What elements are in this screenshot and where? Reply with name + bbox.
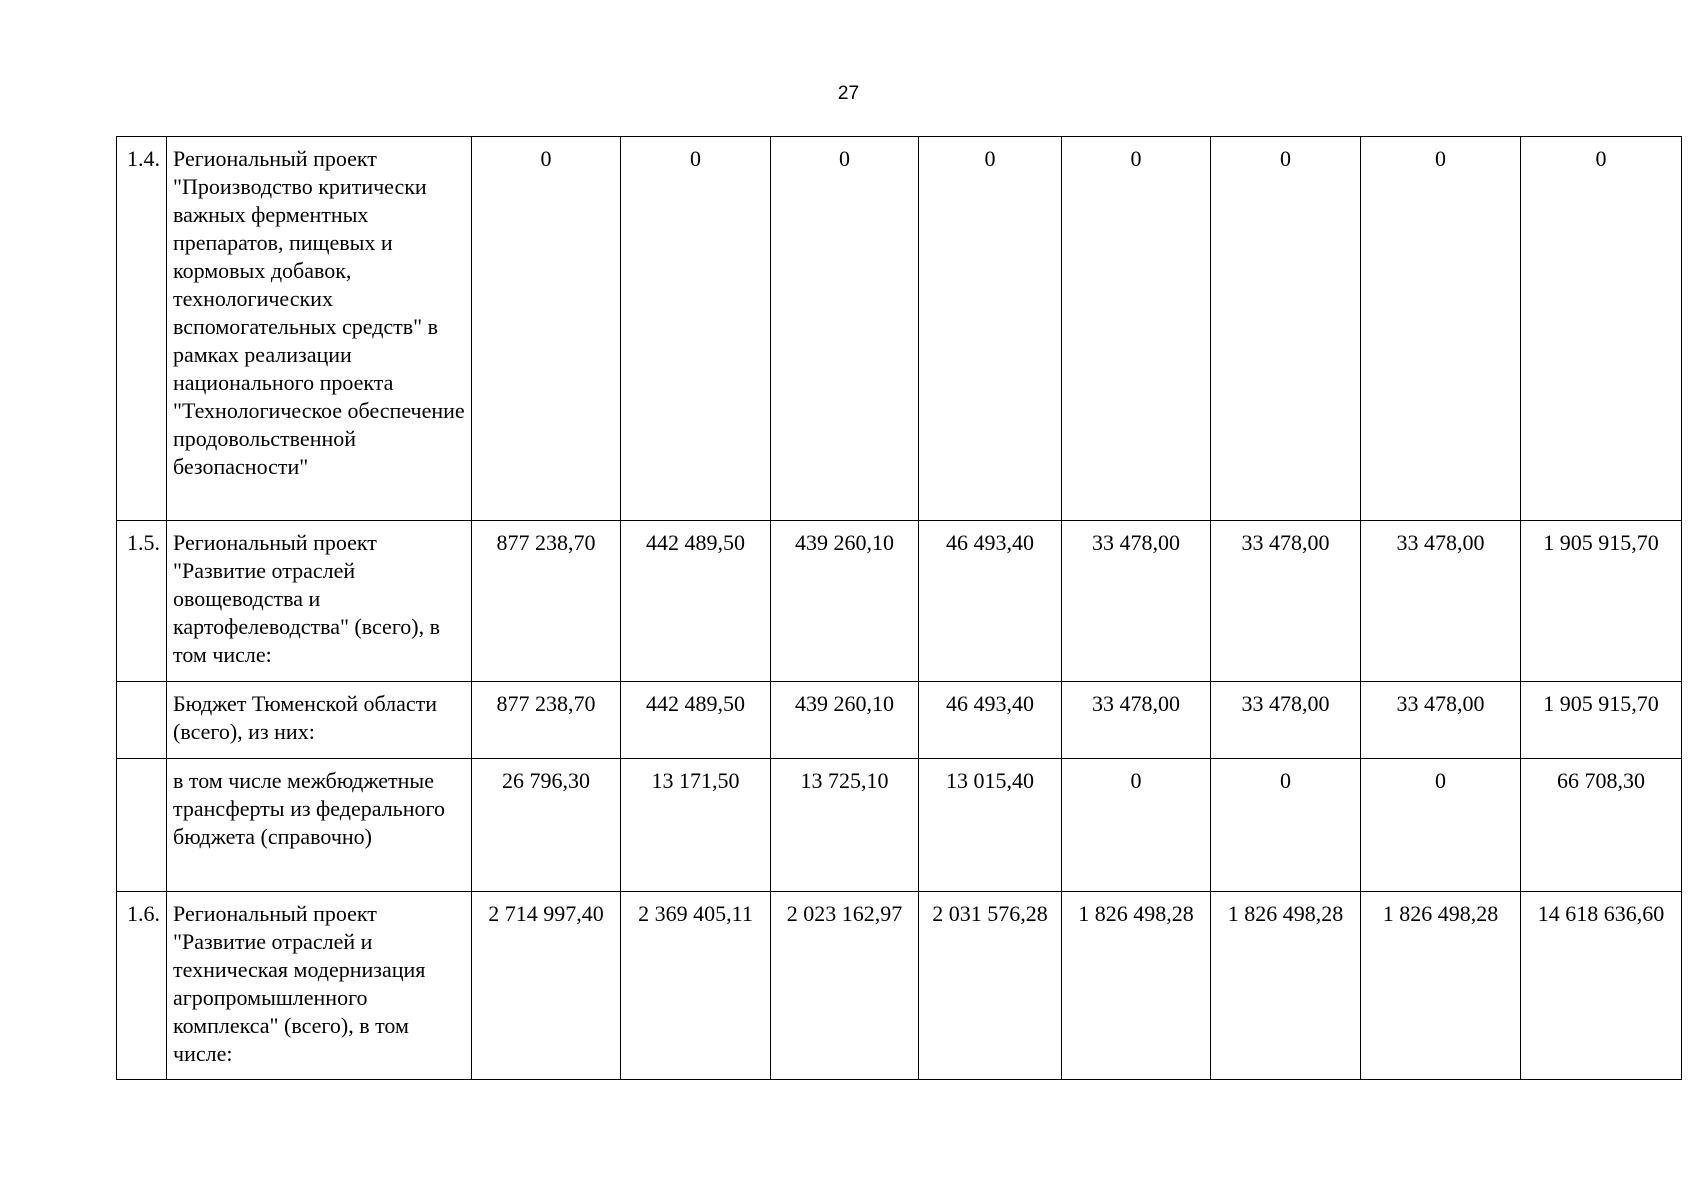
budget-table — [116, 136, 1682, 1080]
table-row — [117, 759, 1682, 892]
value-cell: 2 714 997,40 — [472, 892, 621, 1080]
value-cell: 13 015,40 — [919, 759, 1062, 892]
row-name: Региональный проект "Развитие отраслей овощеводства и картофелеводства" (всего), в том числе: — [167, 521, 472, 682]
value-cell: 13 725,10 — [771, 759, 919, 892]
row-number — [117, 759, 167, 892]
value-cell: 442 489,50 — [621, 521, 771, 682]
value-cell: 439 260,10 — [771, 682, 919, 759]
table-row — [117, 682, 1682, 759]
table-row — [117, 521, 1682, 682]
value-cell: 33 478,00 — [1062, 682, 1211, 759]
value-cell: 1 826 498,28 — [1361, 892, 1521, 1080]
value-cell: 0 — [919, 137, 1062, 521]
value-cell: 877 238,70 — [472, 682, 621, 759]
value-cell: 14 618 636,60 — [1521, 892, 1682, 1080]
value-cell: 46 493,40 — [919, 521, 1062, 682]
value-cell: 33 478,00 — [1211, 682, 1361, 759]
row-name: Региональный проект "Производство критически важных ферментных препаратов, пищевых и кормовых добавок, технологических вспомогательных средств" в рамках реализации национального проекта "Технологическое обеспечение продовольственной безопасности" — [167, 137, 472, 521]
value-cell: 33 478,00 — [1062, 521, 1211, 682]
value-cell: 46 493,40 — [919, 682, 1062, 759]
row-name: Региональный проект "Развитие отраслей и техническая модернизация агропромышленного комплекса" (всего), в том числе: — [167, 892, 472, 1080]
row-number — [117, 682, 167, 759]
value-cell: 0 — [472, 137, 621, 521]
row-number: 1.6. — [117, 892, 167, 1080]
value-cell: 33 478,00 — [1361, 521, 1521, 682]
value-cell: 442 489,50 — [621, 682, 771, 759]
value-cell: 0 — [771, 137, 919, 521]
value-cell: 13 171,50 — [621, 759, 771, 892]
value-cell: 0 — [1361, 137, 1521, 521]
row-name: Бюджет Тюменской области (всего), из них: — [167, 682, 472, 759]
value-cell: 0 — [1211, 759, 1361, 892]
value-cell: 33 478,00 — [1361, 682, 1521, 759]
value-cell: 26 796,30 — [472, 759, 621, 892]
value-cell: 0 — [621, 137, 771, 521]
value-cell: 2 023 162,97 — [771, 892, 919, 1080]
table-row — [117, 892, 1682, 1080]
value-cell: 877 238,70 — [472, 521, 621, 682]
value-cell: 0 — [1062, 137, 1211, 521]
row-name: в том числе межбюджетные трансферты из федерального бюджета (справочно) — [167, 759, 472, 892]
value-cell: 439 260,10 — [771, 521, 919, 682]
value-cell: 0 — [1062, 759, 1211, 892]
value-cell: 1 826 498,28 — [1062, 892, 1211, 1080]
value-cell: 1 905 915,70 — [1521, 521, 1682, 682]
row-number: 1.4. — [117, 137, 167, 521]
value-cell: 2 031 576,28 — [919, 892, 1062, 1080]
row-number: 1.5. — [117, 521, 167, 682]
value-cell: 1 826 498,28 — [1211, 892, 1361, 1080]
value-cell: 33 478,00 — [1211, 521, 1361, 682]
value-cell: 0 — [1211, 137, 1361, 521]
page-number: 27 — [837, 83, 860, 104]
value-cell: 2 369 405,11 — [621, 892, 771, 1080]
table-row — [117, 137, 1682, 521]
value-cell: 0 — [1361, 759, 1521, 892]
value-cell: 66 708,30 — [1521, 759, 1682, 892]
value-cell: 0 — [1521, 137, 1682, 521]
value-cell: 1 905 915,70 — [1521, 682, 1682, 759]
